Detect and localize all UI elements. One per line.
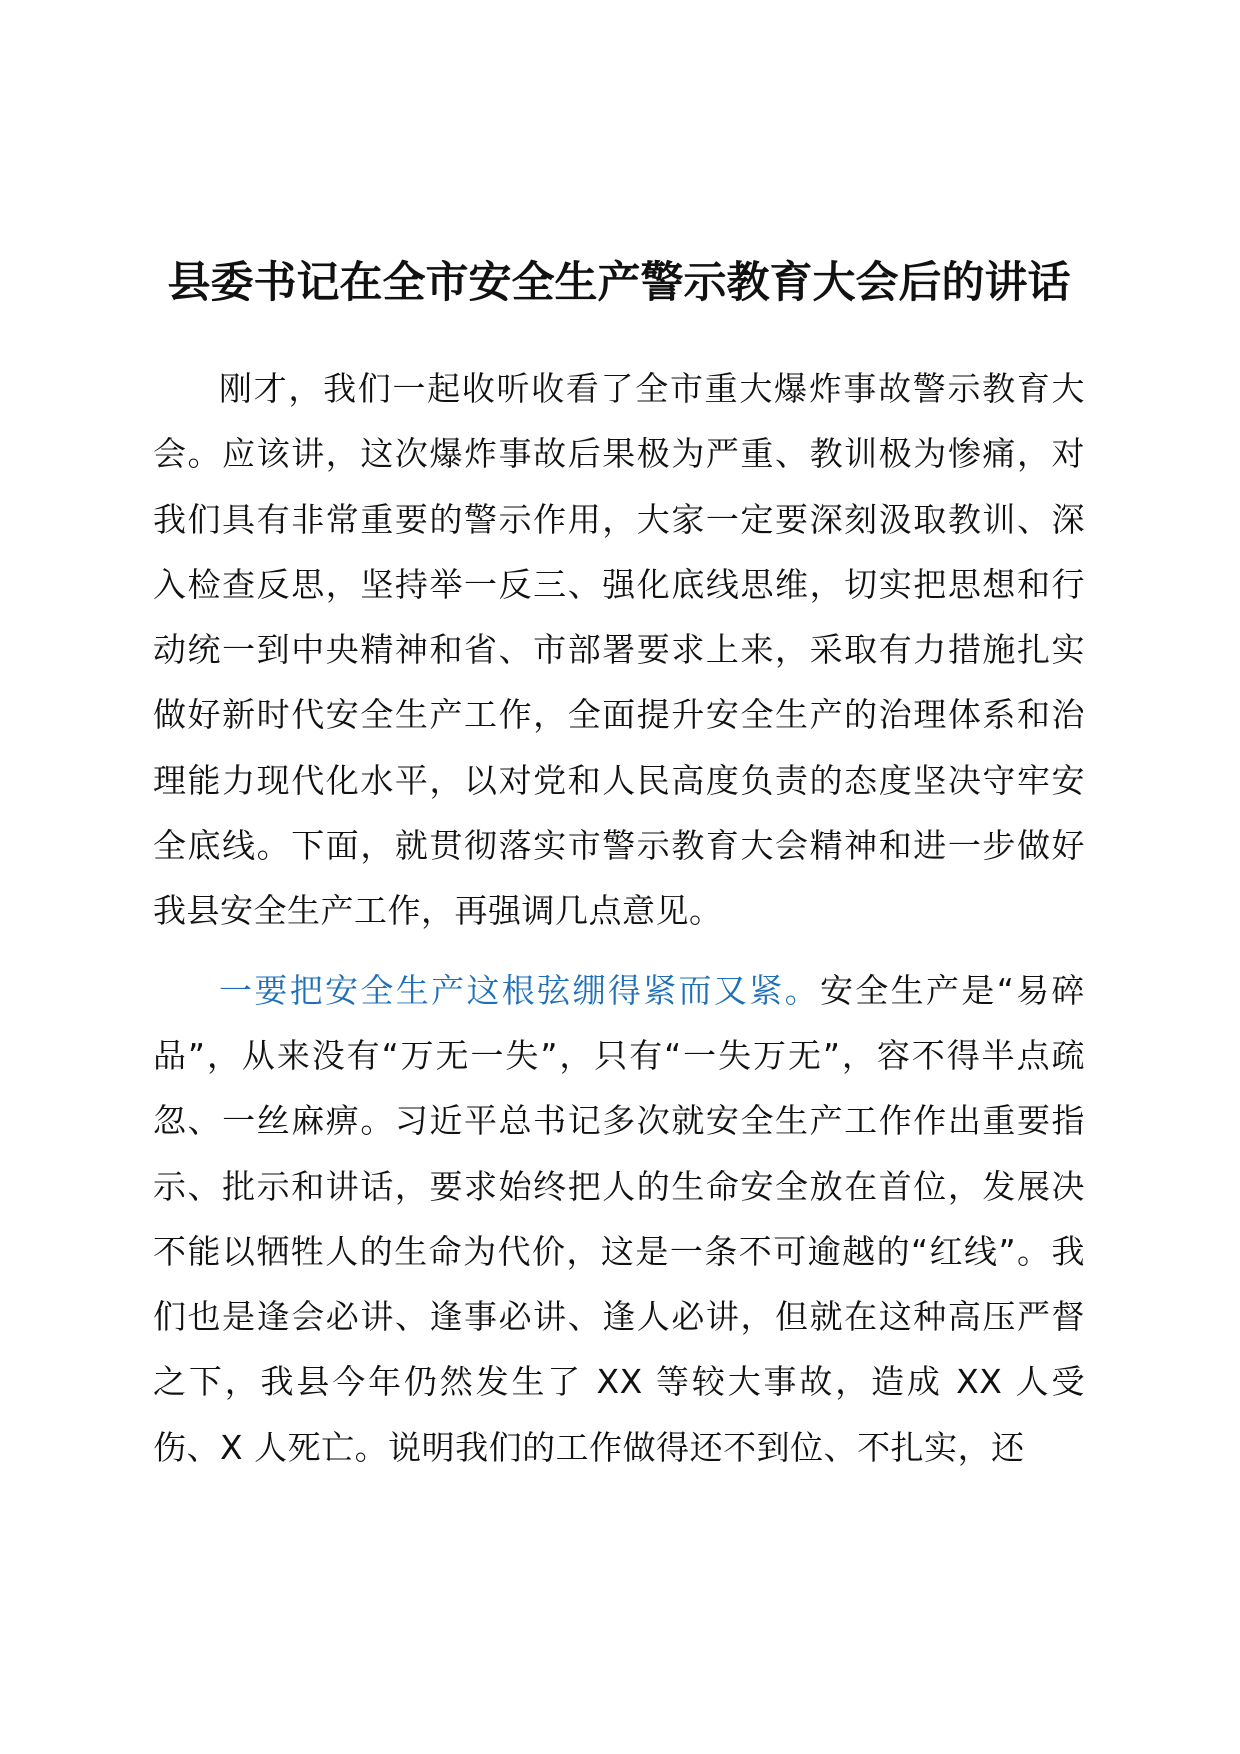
document-page [153,250,1085,1480]
point-one-heading: 一要把安全生产这根弦绷得紧而又紧。 [219,970,820,1010]
paragraph-intro-text: 刚才，我们一起收听收看了全市重大爆炸事故警示教育大会。应该讲，这次爆炸事故后果极为严重、教训极为惨痛，对我们具有非常重要的警示作用，大家一定要深刻汲取教训、深入检查反思，坚持举一反三、强化底线思维，切实把思想和行动统一到中央精神和省、市部署要求上来，采取有力措施扎实做好新时代安全生产工作，全面提升安全生产的治理体系和治理能力现代化水平，以对党和人民高度负责的态度坚决守牢安全底线。下面，就贯彻落实市警示教育大会精神和进一步做好我县安全生产工作，再强调几点意见。 [153,369,1085,931]
paragraph-point-one [153,958,1085,1480]
paragraph-point-one-text: 安全生产是“易碎品”，从来没有“万无一失”，只有“一失万无”，容不得半点疏忽、一丝麻痹。习近平总书记多次就安全生产工作作出重要指示、批示和讲话，要求始终把人的生命安全放在首位，发展决不能以牺牲人的生命为代价，这是一条不可逾越的“红线”。我们也是逢会必讲、逢事必讲、逢人必讲，但就在这种高压严督之下，我县今年仍然发生了 XX 等较大事故，造成 XX 人受伤、X 人死亡。说明我们的工作做得还不到位、不扎实，还 [153,970,1085,1467]
document-title: 县委书记在全市安全生产警示教育大会后的讲话 [167,258,1071,308]
paragraph-intro [153,356,1085,944]
